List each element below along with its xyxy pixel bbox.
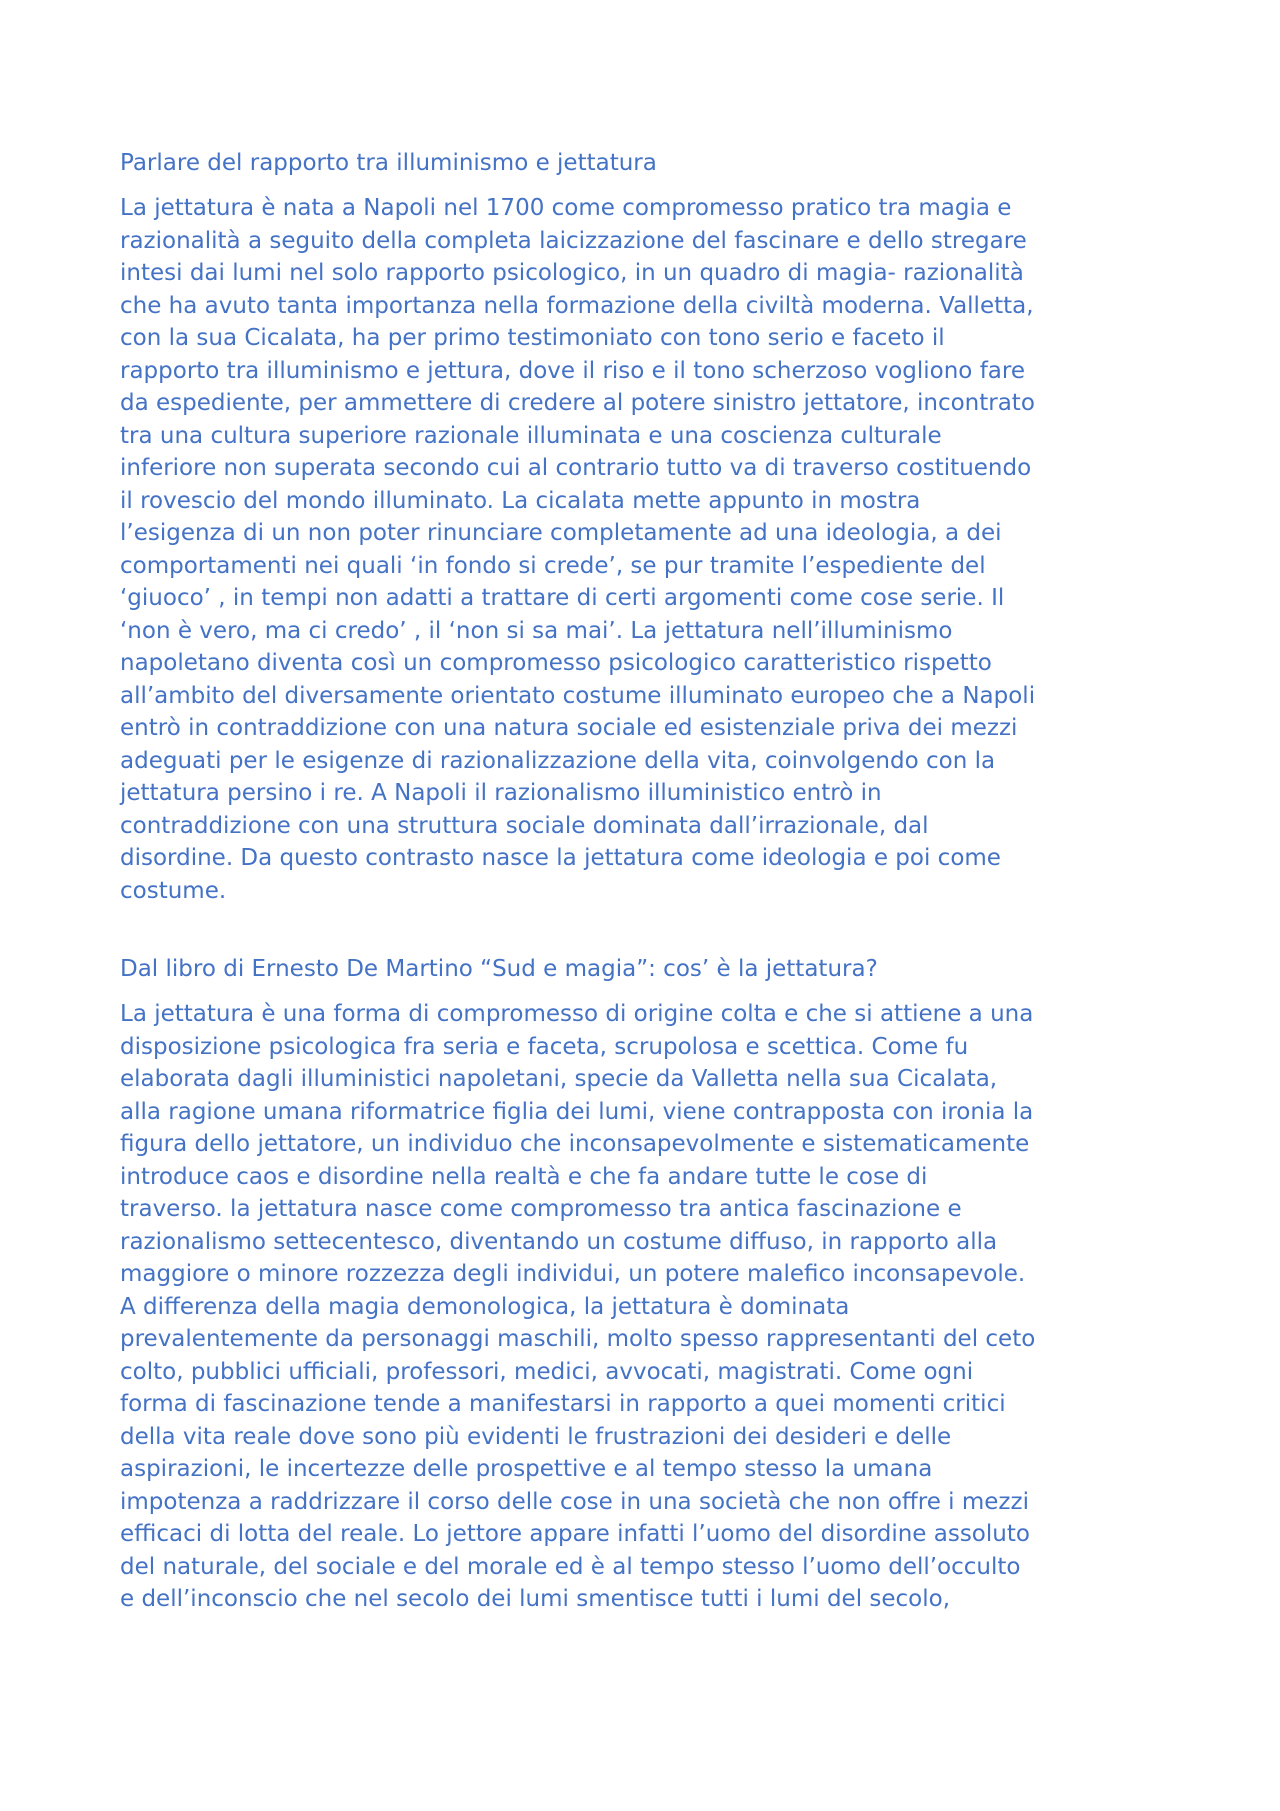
text-line: La jettatura è una forma di compromesso di origine colta e che si attiene a una <box>120 1001 1034 1027</box>
text-line: ‘giuoco’ , in tempi non adatti a trattare di certi argomenti come cose serie. Il <box>120 585 1005 611</box>
text-line: figura dello jettatore, un individuo che inconsapevolmente e sistematicamente <box>120 1131 1030 1157</box>
text-line: del naturale, del sociale e del morale ed è al tempo stesso l’uomo dell’occulto <box>120 1553 1021 1580</box>
text-line: inferiore non superata secondo cui al contrario tutto va di traverso costituendo <box>120 455 1032 481</box>
text-line: intesi dai lumi nel solo rapporto psicologico, in un quadro di magia- razionalità <box>120 260 1024 286</box>
section-heading: Dal libro di Ernesto De Martino “Sud e magia”: cos’ è la jettatura? <box>120 956 878 982</box>
text-line: prevalentemente da personaggi maschili, molto spesso rappresentanti del ceto <box>120 1326 1036 1352</box>
text-line: colto, pubblici ufficiali, professori, medici, avvocati, magistrati. Come ogni <box>120 1358 974 1385</box>
text-line: disordine. Da questo contrasto nasce la jettatura come ideologia e poi come <box>120 845 1001 871</box>
text-line: della vita reale dove sono più evidenti le frustrazioni dei desideri e delle <box>120 1423 952 1450</box>
text-line: jettatura persino i re. A Napoli il razionalismo illuministico entrò in <box>120 780 882 806</box>
text-line: da espediente, per ammettere di credere al potere sinistro jettatore, incontrato <box>120 390 1035 416</box>
section-illuminismo-jettatura <box>120 147 1180 907</box>
section-de-martino <box>120 953 1180 1616</box>
section-heading: Parlare del rapporto tra illuminismo e jettatura <box>120 150 657 176</box>
text-line: forma di fascinazione tende a manifestarsi in rapporto a quei momenti critici <box>120 1391 1006 1417</box>
text-line: efficaci di lotta del reale. Lo jettore appare infatti l’uomo del disordine assoluto <box>120 1521 1030 1547</box>
text-line: tra una cultura superiore razionale illuminata e una coscienza culturale <box>120 422 942 449</box>
text-line: napoletano diventa così un compromesso psicologico caratteristico rispetto <box>120 650 992 676</box>
text-line: l’esigenza di un non poter rinunciare completamente ad una ideologia, a dei <box>120 520 1002 546</box>
text-line: che ha avuto tanta importanza nella formazione della civiltà moderna. Valletta, <box>120 292 1034 319</box>
section-paragraph <box>120 192 1180 907</box>
text-line: aspirazioni, le incertezze delle prospettive e al tempo stesso la umana <box>120 1456 933 1482</box>
section-paragraph <box>120 998 1180 1616</box>
text-line: maggiore o minore rozzezza degli individui, un potere malefico inconsapevole. <box>120 1261 1026 1287</box>
text-line: razionalità a seguito della completa laicizzazione del fascinare e dello stregare <box>120 227 1027 254</box>
text-line: rapporto tra illuminismo e jettura, dove il riso e il tono scherzoso vogliono fare <box>120 357 1025 384</box>
text-line: costume. <box>120 877 227 904</box>
text-line: impotenza a raddrizzare il corso delle cose in una società che non offre i mezzi <box>120 1488 1029 1515</box>
text-line: disposizione psicologica fra seria e faceta, scrupolosa e scettica. Come fu <box>120 1033 969 1060</box>
text-line: con la sua Cicalata, ha per primo testimoniato con tono serio e faceto il <box>120 325 945 351</box>
document-page <box>120 147 1180 1616</box>
text-line: e dell’inconscio che nel secolo dei lumi smentisce tutti i lumi del secolo, <box>120 1586 951 1612</box>
text-line: il rovescio del mondo illuminato. La cicalata mette appunto in mostra <box>120 487 921 514</box>
text-line: alla ragione umana riformatrice figlia dei lumi, viene contrapposta con ironia la <box>120 1098 1034 1125</box>
text-line: entrò in contraddizione con una natura sociale ed esistenziale priva dei mezzi <box>120 715 1018 741</box>
text-line: traverso. la jettatura nasce come compromesso tra antica fascinazione e <box>120 1196 962 1222</box>
text-line: ‘non è vero, ma ci credo’ , il ‘non si sa mai’. La jettatura nell’illuminismo <box>120 617 953 644</box>
text-line: A differenza della magia demonologica, la jettatura è dominata <box>120 1293 850 1320</box>
text-line: contraddizione con una struttura sociale dominata dall’irrazionale, dal <box>120 812 929 839</box>
text-line: comportamenti nei quali ‘in fondo si crede’, se pur tramite l’espediente del <box>120 552 986 579</box>
text-line: elaborata dagli illuministici napoletani, specie da Valletta nella sua Cicalata, <box>120 1066 998 1092</box>
text-line: introduce caos e disordine nella realtà e che fa andare tutte le cose di <box>120 1163 928 1190</box>
text-line: all’ambito del diversamente orientato costume illuminato europeo che a Napoli <box>120 682 1036 709</box>
text-line: La jettatura è nata a Napoli nel 1700 come compromesso pratico tra magia e <box>120 195 1012 221</box>
text-line: adeguati per le esigenze di razionalizzazione della vita, coinvolgendo con la <box>120 747 996 774</box>
text-line: razionalismo settecentesco, diventando un costume diffuso, in rapporto alla <box>120 1228 998 1255</box>
